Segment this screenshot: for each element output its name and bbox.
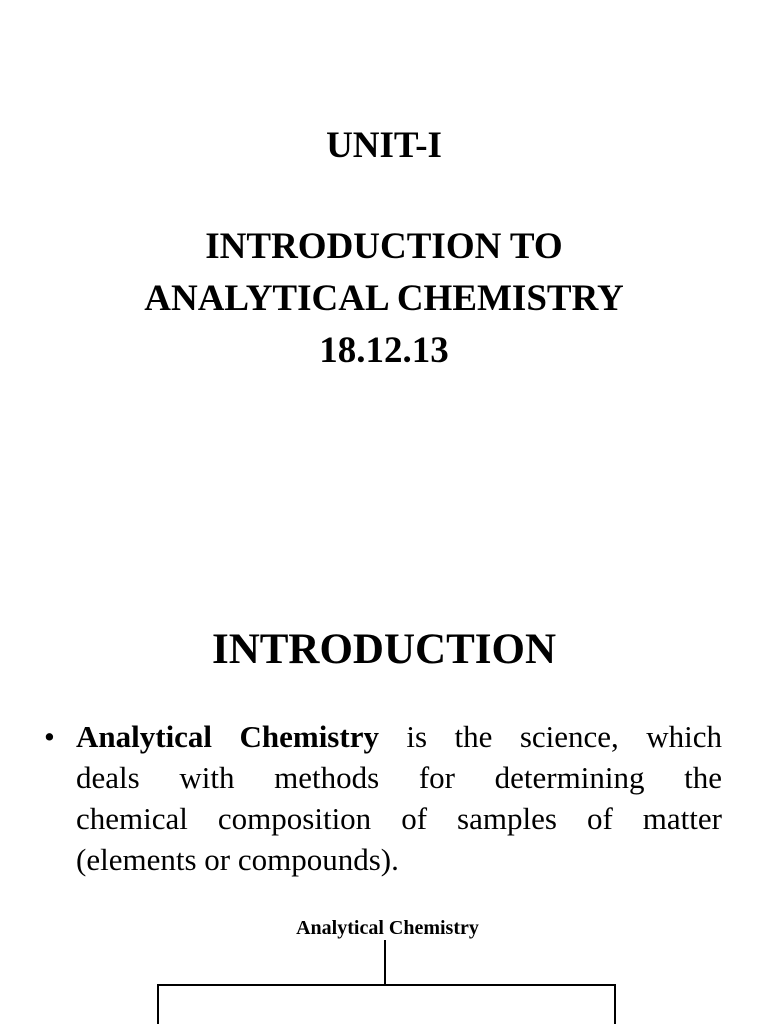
bullet-line: deals with methods for determining the <box>76 760 722 795</box>
diagram-connector-bar <box>157 984 616 986</box>
diagram-connector-right <box>614 984 616 1024</box>
bold-term: Analytical Chemistry <box>76 719 379 754</box>
bullet-line: (elements or compounds). <box>76 842 399 877</box>
section-heading: INTRODUCTION <box>211 626 557 673</box>
title-line: ANALYTICAL CHEMISTRY <box>144 278 624 319</box>
bullet-marker: • <box>44 719 55 754</box>
bullet-line-text: is the science, which <box>406 719 722 754</box>
slide-title <box>0 221 768 377</box>
bullet-line <box>76 716 722 757</box>
diagram-connector-stem <box>384 940 386 986</box>
diagram-root-label: Analytical Chemistry <box>296 917 479 939</box>
bullet-paragraph <box>76 716 722 880</box>
title-line: INTRODUCTION TO <box>205 226 563 267</box>
bullet-line: chemical composition of samples of matter <box>76 801 722 836</box>
diagram-connector-left <box>157 984 159 1024</box>
unit-heading: UNIT-I <box>326 125 442 166</box>
date-line: 18.12.13 <box>319 330 449 371</box>
